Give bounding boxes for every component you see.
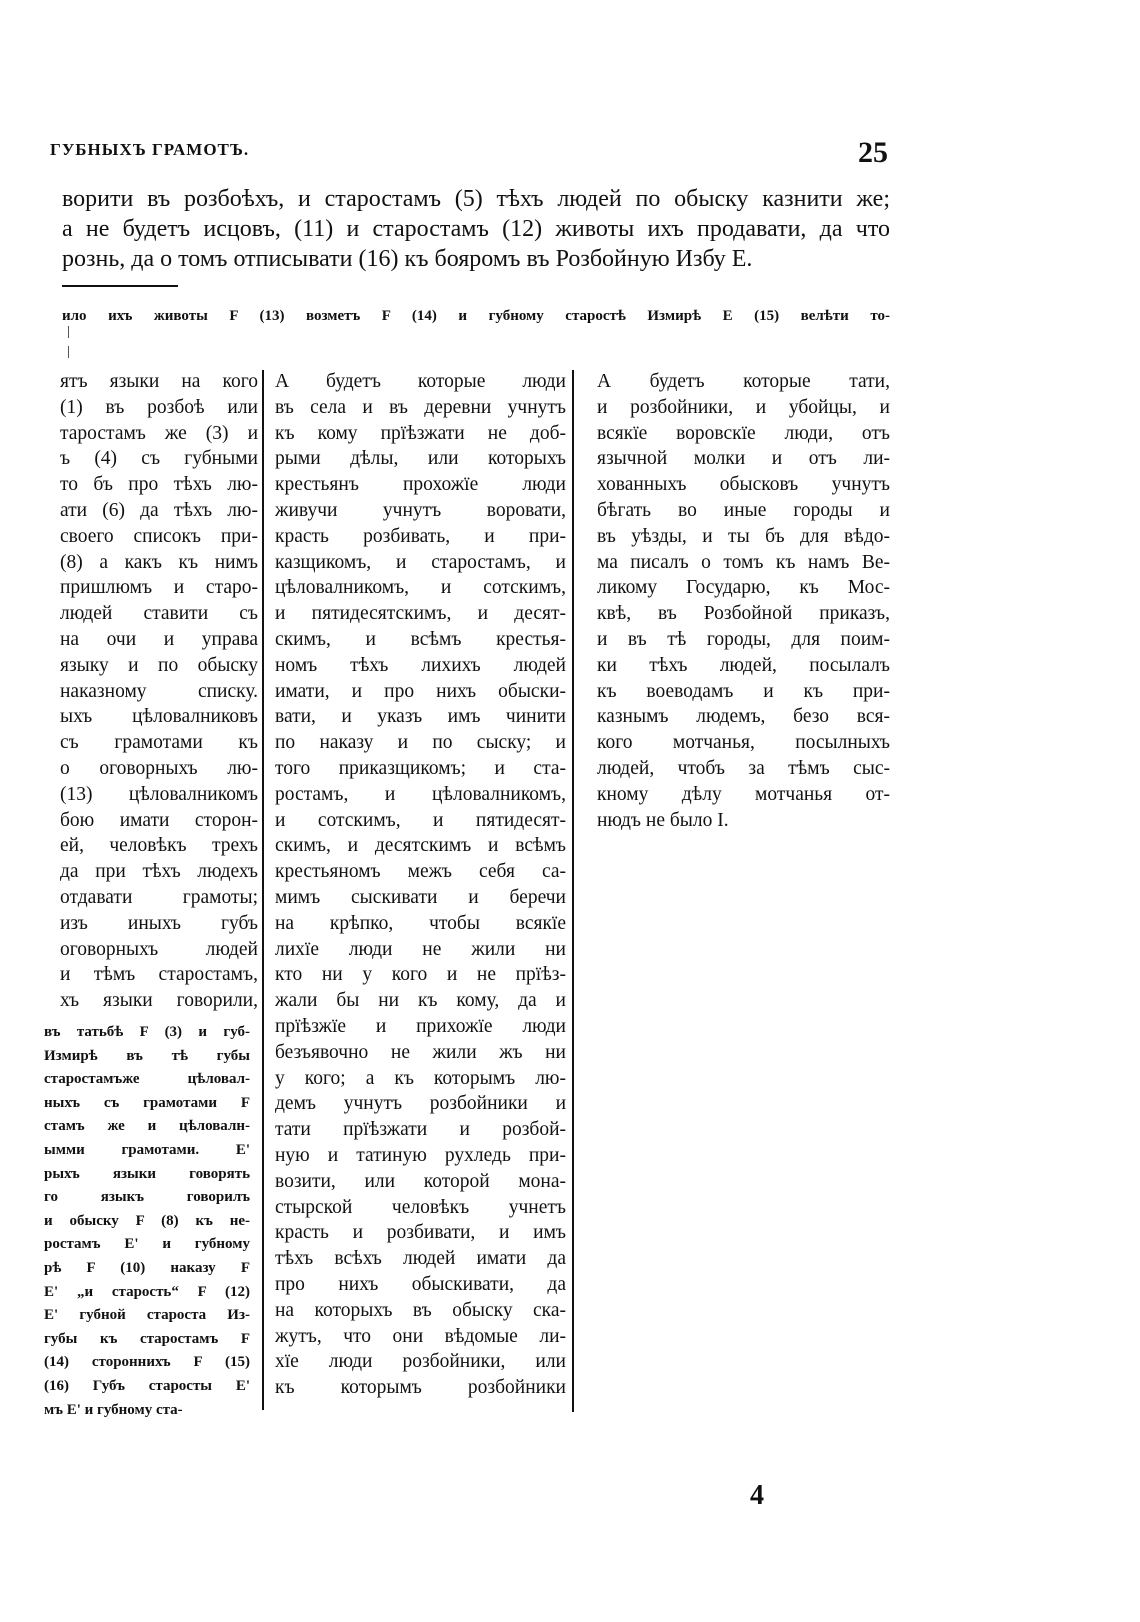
left-column-line: людей ставити съ: [60, 603, 258, 625]
left-column-line: ей, человѣкъ трехъ: [60, 835, 258, 857]
left-column-line: ыхъ цѣловалниковъ: [60, 706, 258, 728]
left-footnotes-line: Е' „и старость“ F (12): [44, 1283, 250, 1300]
middle-column-line: скимъ, и десятскимъ и всѣмъ: [275, 835, 566, 857]
middle-column-line: казщикомъ, и старостамъ, и: [275, 551, 566, 573]
signature-mark: 4: [750, 1480, 764, 1511]
left-column-line: бою имати сторон-: [60, 809, 258, 831]
middle-column-line: А будетъ которые люди: [275, 371, 566, 392]
left-column-line: отдавати грамоты;: [60, 887, 258, 908]
left-column-line: изъ иныхъ губъ: [60, 912, 258, 934]
right-column-line: казнымъ людемъ, безо вся-: [597, 706, 890, 728]
left-footnotes-line: го языкъ говорилъ: [44, 1189, 250, 1206]
middle-column-line: и сотскимъ, и пятидесят-: [275, 809, 566, 831]
middle-column-line: ную и татиную рухледь при-: [275, 1145, 566, 1166]
right-column-line: А будетъ которые тати,: [597, 371, 890, 392]
left-column-line: и тѣмъ старостамъ,: [60, 964, 258, 986]
middle-column-line: лихїе люди не жили ни: [275, 938, 566, 960]
left-column-line: (1) въ розбоѣ или: [60, 396, 258, 418]
left-column-line: своего списокъ при-: [60, 525, 258, 547]
right-column-line: квѣ, въ Розбойной приказъ,: [597, 603, 890, 625]
middle-column-line: хїе люди розбойники, или: [275, 1351, 566, 1373]
left-column-line: на очи и управа: [60, 629, 258, 650]
left-column-line: хъ языки говорили,: [60, 990, 258, 1012]
middle-column-line: ростамъ, и цѣловалникомъ,: [275, 783, 566, 805]
middle-column-line: у кого; а къ которымъ лю-: [275, 1067, 566, 1089]
carry-line: ворити въ розбоѣхъ, и старостамъ (5) тѣхъ людей по обыску казнити же;: [62, 186, 890, 212]
margin-tick: [68, 326, 69, 338]
column-divider-left: [262, 370, 264, 1410]
left-footnotes-line: стамъ же и цѣловалн-: [44, 1118, 250, 1135]
middle-column-line: по наказу и по сыску; и: [275, 732, 566, 754]
middle-column-line: къ кому прїѣзжати не доб-: [275, 422, 566, 444]
middle-column-line: рыми дѣлы, или которыхъ: [275, 448, 566, 470]
left-column-line: ятъ языки на кого: [60, 371, 258, 392]
middle-column-line: демъ учнутъ розбойники и: [275, 1093, 566, 1115]
middle-column-line: тѣхъ всѣхъ людей имати да: [275, 1248, 566, 1270]
middle-column-line: скимъ, и всѣмъ крестья-: [275, 629, 566, 650]
right-column-line: нюдъ не было І.: [597, 809, 729, 831]
left-column-line: наказному списку.: [60, 680, 258, 702]
left-column-line: о оговорныхъ лю-: [60, 758, 258, 779]
left-column-line: (13) цѣловалникомъ: [60, 783, 258, 805]
left-footnotes-line: въ татьбѣ F (3) и губ-: [44, 1024, 250, 1040]
left-footnotes-line: старостамъже цѣловал-: [44, 1071, 250, 1088]
left-footnotes-line: ростамъ Е' и губному: [44, 1236, 250, 1253]
right-column-line: бѣгать во иные городы и: [597, 500, 890, 521]
left-footnotes-line: ныхъ съ грамотами F: [44, 1094, 250, 1111]
middle-column-line: номъ тѣхъ лихихъ людей: [275, 654, 566, 676]
left-column-line: пришлюмъ и старо-: [60, 577, 258, 599]
margin-tick: [68, 346, 69, 358]
left-footnotes-line: (16) Губъ старосты Е': [44, 1378, 250, 1394]
middle-column-line: въ села и въ деревни учнутъ: [275, 396, 566, 418]
running-title: ГУБНЫХЪ ГРАМОТЪ.: [50, 140, 250, 159]
middle-column-line: живучи учнутъ воровати,: [275, 500, 566, 521]
left-column-line: ъ (4) съ губными: [60, 448, 258, 470]
right-column-line: ки тѣхъ людей, посылалъ: [597, 654, 890, 676]
middle-column-line: къ которымъ розбойники: [275, 1377, 566, 1399]
left-column-line: съ грамотами къ: [60, 732, 258, 754]
footnote-top: ило ихъ животы F (13) возметъ F (14) и губному старостѣ Измирѣ Е (15) велѣти то-: [62, 308, 890, 324]
right-column-line: ликому Государю, къ Мос-: [597, 577, 890, 599]
middle-column-line: кто ни у кого и не прїѣз-: [275, 964, 566, 986]
left-column-line: ати (6) да тѣхъ лю-: [60, 500, 258, 521]
footnote-rule: [62, 285, 178, 287]
left-column-line: оговорныхъ людей: [60, 938, 258, 960]
left-footnotes-line: ымми грамотами. Е': [44, 1142, 250, 1158]
middle-column-line: безъявочно не жили жъ ни: [275, 1041, 566, 1063]
right-column-line: людей, чтобъ за тѣмъ сыс-: [597, 758, 890, 779]
left-footnotes-line: (14) стороннихъ F (15): [44, 1354, 250, 1371]
left-footnotes-line: губы къ старостамъ F: [44, 1330, 250, 1347]
left-column-line: да при тѣхъ людехъ: [60, 861, 258, 883]
left-column-line: (8) а какъ къ нимъ: [60, 551, 258, 573]
left-column-line: таростамъ же (3) и: [60, 422, 258, 444]
middle-column-line: мимъ сыскивати и беречи: [275, 887, 566, 908]
carry-line: рознь, да о томъ отписывати (16) къ бояромъ въ Розбойную Избу Е.: [62, 246, 753, 272]
middle-column-line: на крѣпко, чтобы всякїе: [275, 912, 566, 934]
middle-column-line: на которыхъ въ обыску ска-: [275, 1299, 566, 1321]
left-footnotes-line: Е' губной староста Из-: [44, 1307, 250, 1324]
middle-column-line: крестьяномъ межъ себя са-: [275, 861, 566, 883]
middle-column-line: про нихъ обыскивати, да: [275, 1274, 566, 1295]
middle-column-line: красть розбивать, и при-: [275, 525, 566, 547]
middle-column-line: имати, и про нихъ обыски-: [275, 680, 566, 702]
middle-column-line: стырской человѣкъ учнетъ: [275, 1196, 566, 1218]
middle-column-line: и пятидесятскимъ, и десят-: [275, 603, 566, 625]
middle-column-line: жутъ, что они вѣдомые ли-: [275, 1325, 566, 1347]
right-column-line: кого мотчанья, посылныхъ: [597, 732, 890, 754]
column-divider-right: [572, 370, 574, 1412]
middle-column-line: возити, или которой мона-: [275, 1170, 566, 1192]
left-footnotes-line: рыхъ языки говорять: [44, 1165, 250, 1182]
right-column-line: въ уѣзды, и ты бъ для вѣдо-: [597, 525, 890, 547]
middle-column-line: тати прїѣзжати и розбой-: [275, 1119, 566, 1141]
right-column-line: хованныхъ обысковъ учнутъ: [597, 474, 890, 496]
page-number: 25: [858, 136, 888, 169]
right-column-line: и розбойники, и убойцы, и: [597, 396, 890, 418]
left-footnotes-line: Измирѣ въ тѣ губы: [44, 1047, 250, 1064]
left-footnotes-line: и обыску F (8) къ не-: [44, 1212, 250, 1229]
right-column-line: и въ тѣ городы, для поим-: [597, 629, 890, 650]
right-column-line: ма писалъ о томъ къ намъ Ве-: [597, 551, 890, 573]
middle-column-line: того приказщикомъ; и ста-: [275, 758, 566, 779]
middle-column-line: крестьянъ прохожїе люди: [275, 474, 566, 496]
left-footnotes-line: мъ Е' и губному ста-: [44, 1401, 183, 1418]
middle-column-line: цѣловалникомъ, и сотскимъ,: [275, 577, 566, 599]
left-footnotes-line: рѣ F (10) наказу F: [44, 1260, 250, 1276]
left-column-line: то бъ про тѣхъ лю-: [60, 474, 258, 496]
middle-column-line: жали бы ни къ кому, да и: [275, 990, 566, 1012]
right-column-line: всякїе воровскїе люди, отъ: [597, 422, 890, 444]
middle-column-line: прїѣзжїе и прихожїе люди: [275, 1016, 566, 1037]
right-column-line: язычной молки и отъ ли-: [597, 448, 890, 470]
middle-column-line: красть и розбивати, и имъ: [275, 1222, 566, 1244]
carry-line: а не будетъ исцовъ, (11) и старостамъ (12) животы ихъ продавати, да что: [62, 216, 890, 242]
middle-column-line: вати, и указъ имъ чинити: [275, 706, 566, 728]
left-column-line: языку и по обыску: [60, 654, 258, 676]
right-column-line: кному дѣлу мотчанья от-: [597, 783, 890, 805]
right-column-line: къ воеводамъ и къ при-: [597, 680, 890, 702]
